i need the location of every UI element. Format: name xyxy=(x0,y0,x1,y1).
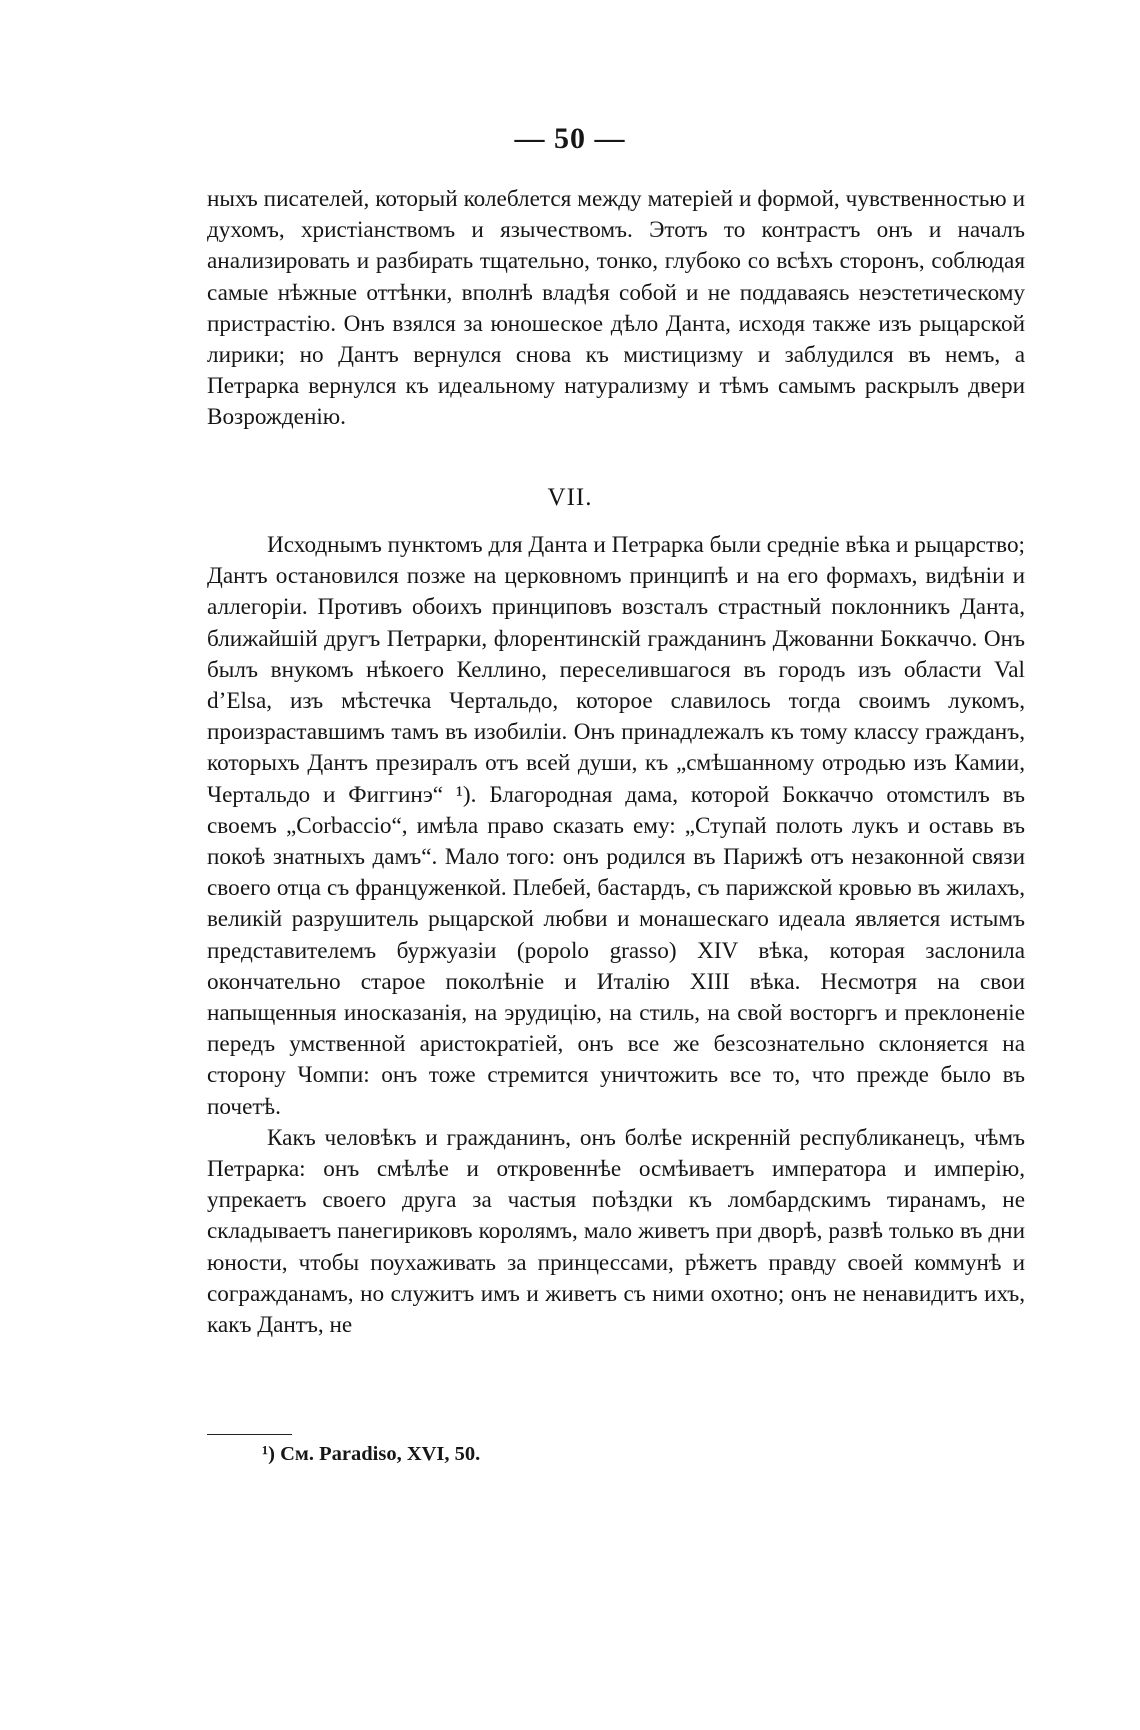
text-block-main xyxy=(207,530,1025,1341)
section-heading: VII. xyxy=(547,484,593,511)
paragraph-boccaccio-origin: Исходнымъ пунктомъ для Данта и Петрарка были средніе вѣка и рыцарство; Дантъ остановился позже на церковномъ принципѣ и на его формахъ, видѣніи и аллегоріи. Противъ обоихъ принциповъ возсталъ страстный поклонникъ Данта, ближайшій другъ Петрарки, флорентинскій гражданинъ Джованни Боккаччо. Онъ былъ внукомъ нѣкоего Келлино, переселившагося въ городъ изъ области Val d’Elsa, изъ мѣстечка Чертальдо, которое славилось тогда своимъ лукомъ, произраставшимъ тамъ въ изобиліи. Онъ принадлежалъ къ тому классу гражданъ, которыхъ Дантъ презиралъ отъ всей души, къ „смѣшанному отродью изъ Камии, Чертальдо и Фиггинэ“ ¹). Благородная дама, которой Боккаччо отомстилъ въ своемъ „Corbaccio“, имѣла право сказать ему: „Ступай полоть лукъ и оставь въ покоѣ знатныхъ дамъ“. Мало того: онъ родился въ Парижѣ отъ незаконной связи своего отца съ француженкой. Плебей, бастардъ, съ парижской кровью въ жилахъ, великій разрушитель рыцарской любви и монашескаго идеала является истымъ представителемъ буржуазіи (popolo grasso) XIV вѣка, которая заслонила окончательно старое поколѣніе и Италію XIII вѣка. Несмотря на свои напыщенныя иносказанія, на эрудицію, на стиль, на свой восторгъ и преклоненіе передъ умственной аристократіей, онъ все же безсознательно склоняется на сторону Чомпи: онъ тоже стремится уничтожить все то, что прежде было въ почетѣ. xyxy=(207,532,1025,1120)
paragraph-boccaccio-citizen: Какъ человѣкъ и гражданинъ, онъ болѣе искренній республиканецъ, чѣмъ Петрарка: онъ смѣлѣе и откровеннѣе осмѣиваетъ императора и имперію, упрекаетъ своего друга за частыя поѣздки къ ломбардскимъ тиранамъ, не складываетъ панегириковъ королямъ, мало живетъ при дворѣ, развѣ только въ дни юности, чтобы поухаживать за принцессами, рѣжетъ правду своей коммунѣ и согражданамъ, но служитъ имъ и живетъ съ ними охотно; онъ не ненавидитъ ихъ, какъ Дантъ, не xyxy=(207,1124,1025,1339)
footnote-marker: ¹) xyxy=(262,1443,275,1465)
text-block-top xyxy=(207,184,1025,434)
page-number: — 50 — xyxy=(514,122,626,155)
footnote-divider xyxy=(207,1434,292,1435)
footnote xyxy=(262,1440,480,1468)
footnote-text: См. Paradiso, XVI, 50. xyxy=(280,1443,481,1465)
paragraph-continuation: ныхъ писателей, который колеблется между матеріей и формой, чувственностью и духомъ, христіанствомъ и язычествомъ. Этотъ то контрастъ онъ и началъ анализировать и разбирать тщательно, тонко, глубоко со всѣхъ сторонъ, соблюдая самые нѣжные оттѣнки, вполнѣ владѣя собой и не поддаваясь неэстетическому пристрастію. Онъ взялся за юношеское дѣло Данта, исходя также изъ рыцарской лирики; но Дантъ вернулся снова къ мистицизму и заблудился въ немъ, а Петрарка вернулся къ идеальному натурализму и тѣмъ самымъ раскрылъ двери Возрожденію. xyxy=(207,186,1025,431)
